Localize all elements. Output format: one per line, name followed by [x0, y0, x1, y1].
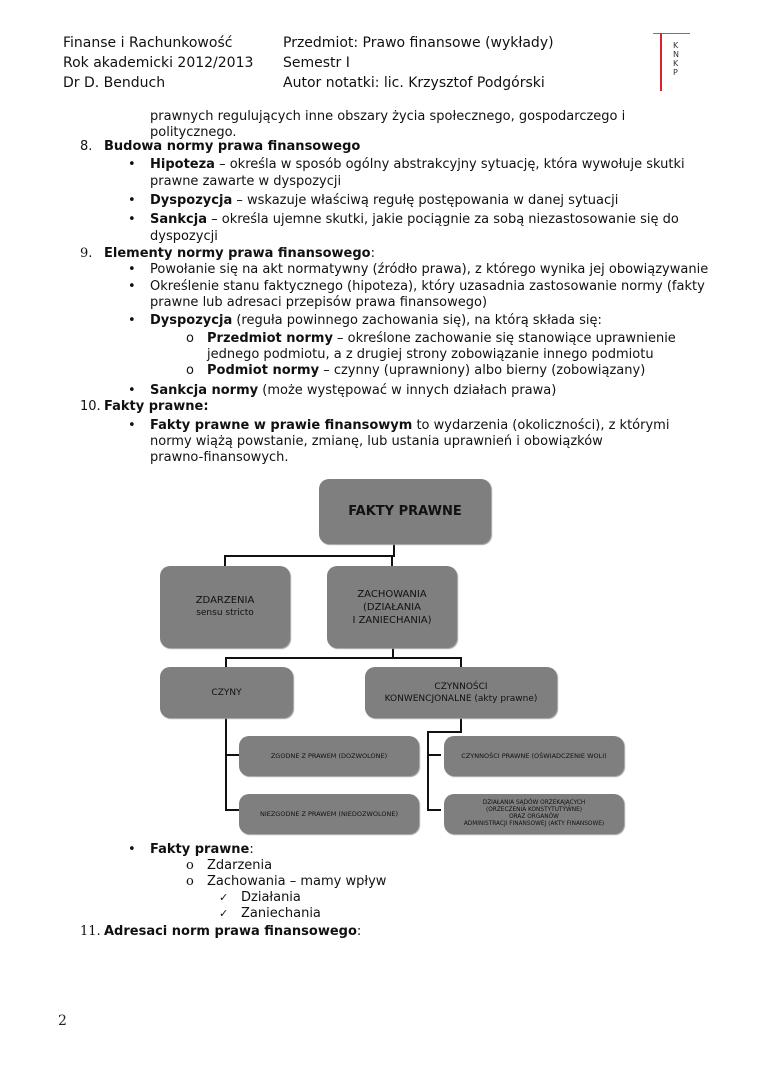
section-10-title: Fakty prawne: — [104, 399, 209, 414]
circle-bullet-icon: o — [186, 363, 194, 378]
section-9-title: Elementy normy prawa finansowego: — [104, 246, 375, 261]
connector — [391, 555, 393, 566]
checkmark-icon: ✓ — [219, 907, 229, 920]
diagram-node-czyny: CZYNY — [160, 667, 293, 718]
connector — [460, 718, 462, 732]
item-sankcja: Sankcja – określa ujemne skutki, jakie pociągnie za sobą niezastosowanie się do — [150, 212, 679, 227]
item-hipoteza: Hipoteza – określa w sposób ogólny abstrakcyjny sytuację, która wywołuje skutki — [150, 157, 685, 172]
bullet-icon: • — [128, 279, 136, 294]
connector — [427, 809, 441, 811]
checkmark-icon: ✓ — [219, 891, 229, 904]
logo-red-bar — [660, 33, 662, 91]
bullet-icon: • — [128, 383, 136, 398]
header-academic-year: Rok akademicki 2012/2013 — [63, 55, 254, 71]
continuation-line-2: politycznego. — [150, 125, 237, 140]
connector — [427, 731, 429, 811]
item-sankcja-cont: dyspozycji — [150, 229, 218, 244]
header-left — [63, 33, 253, 93]
continuation-line-1: prawnych regulujących inne obszary życia społecznego, gospodarczego i — [150, 109, 626, 124]
bullet-icon: • — [128, 193, 136, 208]
circle-bullet-icon: o — [186, 858, 194, 873]
connector — [224, 555, 226, 566]
diagram-node-zachowania: ZACHOWANIA (DZIAŁANIA I ZANIECHANIA) — [327, 566, 457, 648]
summary-check-zaniechania: Zaniechania — [241, 906, 321, 921]
bullet-icon: • — [128, 262, 136, 277]
header-faculty: Finanse i Rachunkowość — [63, 35, 233, 51]
section-8-number: 8. — [80, 139, 93, 154]
circle-bullet-icon: o — [186, 331, 194, 346]
bullet-icon: • — [128, 842, 136, 857]
header-middle — [283, 33, 554, 93]
subitem-podmiot: Podmiot normy – czynny (uprawniony) albo bierny (zobowiązany) — [207, 363, 646, 378]
page-number: 2 — [58, 1013, 67, 1029]
connector — [224, 555, 395, 557]
header-lecturer: Dr D. Benduch — [63, 75, 166, 91]
section-10-number: 10. — [80, 399, 101, 414]
section-9-number: 9. — [80, 246, 93, 261]
summary-item-zachowania: Zachowania – mamy wpływ — [207, 874, 387, 889]
bullet-icon: • — [128, 212, 136, 227]
subitem-przedmiot: Przedmiot normy – określone zachowanie się stanowiące uprawnienie — [207, 331, 676, 346]
diagram-node-zdarzenia: ZDARZENIA sensu stricto — [160, 566, 290, 648]
connector — [225, 754, 239, 756]
connector — [225, 809, 239, 811]
circle-bullet-icon: o — [186, 874, 194, 889]
section-8-title: Budowa normy prawa finansowego — [104, 139, 361, 154]
item-powolanie: Powołanie się na akt normatywny (źródło prawa), z którego wynika jej obowiązywanie — [150, 262, 709, 277]
bullet-icon: • — [128, 157, 136, 172]
item-okreslenie: Określenie stanu faktycznego (hipoteza), który uzasadnia zastosowanie normy (fakty — [150, 279, 705, 294]
item-dyspozycja: Dyspozycja – wskazuje właściwą regułę postępowania w danej sytuacji — [150, 193, 619, 208]
connector — [225, 718, 227, 811]
diagram-node-niezgodne: NIEZGODNE Z PRAWEM (NIEDOZWOLONE) — [239, 794, 419, 834]
section-11-number: 11. — [80, 924, 101, 939]
item-sankcja-normy: Sankcja normy (może występować w innych działach prawa) — [150, 383, 557, 398]
summary-check-dzialania: Działania — [241, 890, 301, 905]
connector — [225, 657, 462, 659]
item-okreslenie-cont: prawne lub adresaci przepisów prawa finansowego) — [150, 295, 488, 310]
item-hipoteza-cont: prawne zawarte w dyspozycji — [150, 174, 342, 189]
fakty-prawne-diagram — [150, 475, 640, 840]
logo-letters: K N K P — [673, 41, 679, 77]
connector — [460, 657, 462, 667]
diagram-node-czynnosci-prawne: CZYNNOŚCI PRAWNE (OŚWIADCZENIE WOLI) — [444, 736, 624, 776]
header-semester: Semestr I — [283, 55, 350, 71]
connector — [225, 657, 227, 667]
bullet-icon: • — [128, 418, 136, 433]
diagram-node-czynnosci-konwencjonalne: CZYNNOŚCI KONWENCJONALNE (akty prawne) — [365, 667, 557, 718]
item-fakty-cont-2: prawno-finansowych. — [150, 450, 289, 465]
section-11-title: Adresaci norm prawa finansowego: — [104, 924, 362, 939]
header-author: Autor notatki: lic. Krzysztof Podgórski — [283, 75, 545, 91]
item-dyspozycja-9: Dyspozycja (reguła powinnego zachowania się), na którą składa się: — [150, 313, 602, 328]
diagram-node-dzialania-sadow: DZIAŁANIA SĄDÓW ORZEKAJĄCYCH (ORZECZENIA KONSTYTUTYWNE) ORAZ ORGANÓW ADMINISTRACJI FINANSOWEJ (AKTY FINANSOWE) — [444, 794, 624, 834]
item-fakty-definicja: Fakty prawne w prawie finansowym to wydarzenia (okoliczności), z którymi — [150, 418, 670, 433]
summary-title: Fakty prawne: — [150, 842, 254, 857]
diagram-node-zgodne: ZGODNE Z PRAWEM (DOZWOLONE) — [239, 736, 419, 776]
connector — [427, 731, 462, 733]
subitem-przedmiot-cont: jednego podmiotu, a z drugiej strony zobowiązanie innego podmiotu — [207, 347, 654, 362]
item-fakty-cont-1: normy wiążą powstanie, zmianę, lub ustania uprawnień i obowiązków — [150, 434, 603, 449]
header-subject: Przedmiot: Prawo finansowe (wykłady) — [283, 35, 554, 51]
connector — [427, 754, 441, 756]
bullet-icon: • — [128, 313, 136, 328]
logo-top-rule — [653, 33, 690, 34]
knkp-logo — [653, 33, 703, 93]
diagram-node-fakty-prawne: FAKTY PRAWNE — [319, 479, 491, 544]
summary-item-zdarzenia: Zdarzenia — [207, 858, 273, 873]
